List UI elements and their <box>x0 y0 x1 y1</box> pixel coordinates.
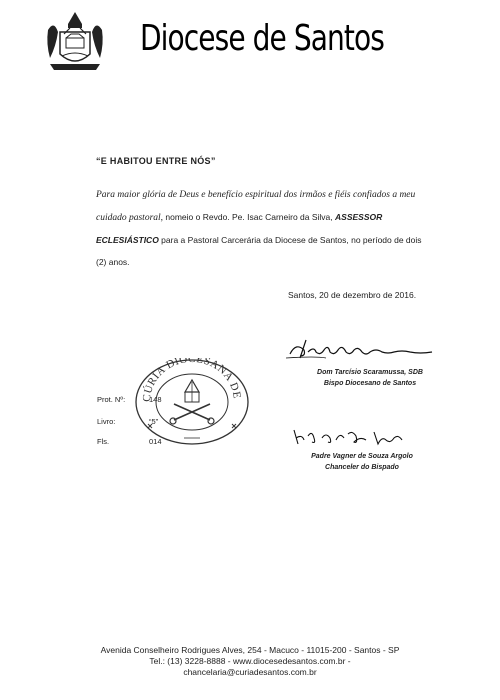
chancellor-title: Chanceler do Bispado <box>325 464 399 471</box>
paragraph-assignment: para a Pastoral Carcerária da Diocese de Santos, no período de dois (2) anos. <box>96 235 422 267</box>
nomination-paragraph <box>96 183 426 273</box>
place-date: Santos, 20 de dezembro de 2016. <box>288 290 417 300</box>
seal-text: CÚRIA DIOCESANA DE <box>140 358 243 403</box>
document-headline: “E HABITOU ENTRE NÓS” <box>96 156 216 166</box>
footer-contact: Tel.: (13) 3228-8888 - www.diocesedesantos.com.br - <box>149 656 351 666</box>
svg-text:CÚRIA DIOCESANA DE SANTOS <box>130 358 243 403</box>
diocese-title: Diocese de Santos <box>140 18 384 59</box>
chancellor-name: Padre Vagner de Souza Argolo <box>311 453 413 460</box>
prot-label: Prot. Nº: <box>97 395 126 404</box>
bishop-title: Bispo Diocesano de Santos <box>323 380 417 387</box>
crest-caption: Pisco de Santos <box>60 63 90 68</box>
livro-label: Livro: <box>97 417 116 426</box>
livro-value: “5” <box>149 417 159 426</box>
footer-address: Avenida Conselheiro Rodrigues Alves, 254 - Macuco - 11015-200 - Santos - SP <box>100 645 400 655</box>
bishop-name: Dom Tarcísio Scaramussa, SDB <box>317 369 423 376</box>
paragraph-role: ASSESSOR ECLESIÁSTICO <box>96 212 383 245</box>
chancellor-signature <box>290 426 414 448</box>
paragraph-intro: Para maior glória de Deus e benefício espiritual dos irmãos e fiéis confiados a meu cuidado pastoral, <box>96 190 416 223</box>
paragraph-nominee: nomeio o Revdo. Pe. Isac Carneiro da Silva, <box>163 212 336 222</box>
fls-value: 014 <box>149 437 162 446</box>
bishop-signature <box>286 336 436 362</box>
prot-value: 148 <box>149 395 162 404</box>
footer-email: chancelaria@curiadesantos.com.br <box>183 667 317 677</box>
fls-label: Fls. <box>97 437 110 446</box>
